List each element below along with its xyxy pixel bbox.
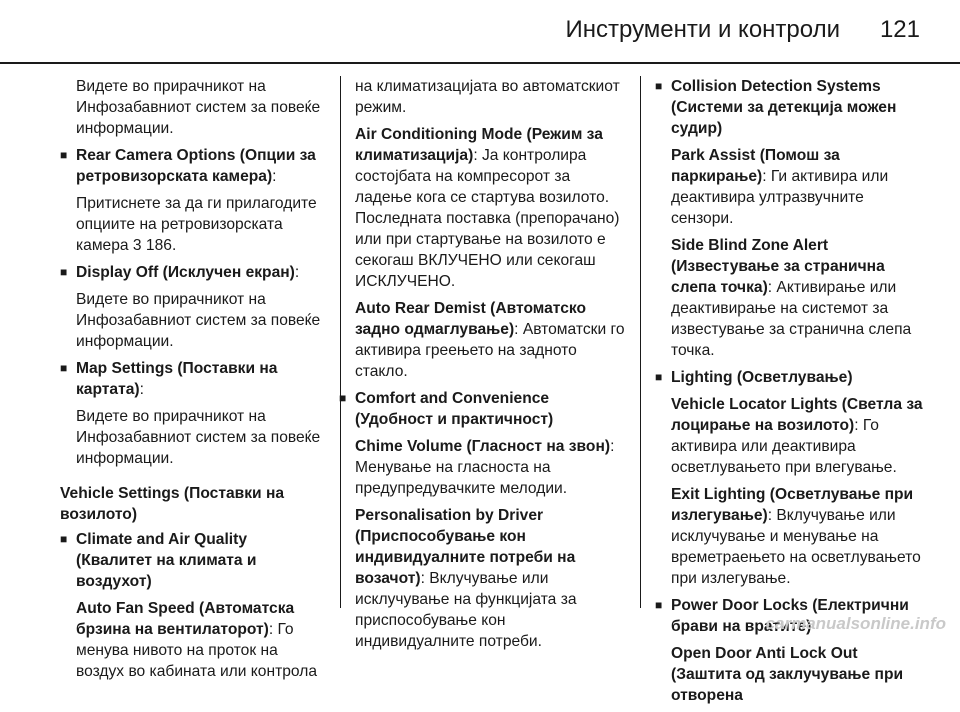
paragraph: Видете во прирачникот на Инфозабавниот систем за повеќе информации. [76, 78, 321, 137]
sub-title: Personalisation by Driver (Приспособување кон индивидуалните потреби на возачот) [355, 507, 576, 587]
bullet-title: Comfort and Convenience (Удобност и практичност) [355, 390, 554, 428]
bullet-item: ■ Rear Camera Options (Опции за ретровизорската камера): [60, 145, 322, 187]
sub-title: Auto Rear Demist (Автоматско задно одмаглување) [355, 300, 586, 338]
sub-title: Air Conditioning Mode (Режим за климатизација) [355, 126, 603, 164]
bullet-title: Power Door Locks (Електрични брави на вратите) [671, 597, 909, 635]
paragraph: Chime Volume (Гласност на звон): Менување на гласноста на предупредувачките мелодии. [355, 438, 615, 497]
bullet-item: ■ Display Off (Исклучен екран): [60, 262, 322, 283]
paragraph: Auto Rear Demist (Автоматско задно одмаглување): Автоматски го активира греењето на задното стакло. [355, 300, 625, 380]
bullet-item [655, 367, 927, 388]
bullet-title: Display Off (Исклучен екран) [76, 264, 295, 281]
sub-title: Park Assist (Помош за паркирање) [671, 147, 840, 185]
sub-title: Exit Lighting (Осветлување при излегување) [671, 486, 914, 524]
bullet-title: Rear Camera Options (Опции за ретровизорската камера) [76, 147, 316, 185]
watermark: carmanualsonline.info [765, 614, 946, 633]
bullet-item [60, 529, 322, 592]
paragraph [655, 643, 927, 706]
column-1 [60, 76, 322, 688]
sub-title: Auto Fan Speed (Автоматска брзина на вентилаторот) [76, 600, 295, 638]
bullet-title: Lighting (Осветлување) [671, 369, 853, 386]
bullet-title: Collision Detection Systems (Системи за детекција можен судир) [671, 78, 897, 137]
bullet-title: Map Settings (Поставки на картата) [76, 360, 278, 398]
sub-title: Side Blind Zone Alert (Известување за странична слепа точка) [671, 237, 885, 296]
column-2 [355, 76, 625, 658]
page-number: 121 [879, 16, 920, 43]
bullet-item: ■ Map Settings (Поставки на картата): [60, 358, 322, 400]
sub-title: Open Door Anti Lock Out (Заштита од заклучување при отворена [671, 645, 904, 704]
bullet-item [339, 388, 625, 430]
page-header [0, 0, 960, 60]
section-heading: Vehicle Settings (Поставки на возилото) [60, 485, 285, 523]
page-reference: 3 186. [132, 237, 177, 254]
paragraph: Exit Lighting (Осветлување при излегување): Вклучување или исклучување и менување на времетраењето на осветлувањето при излегување. [671, 486, 921, 587]
paragraph: Side Blind Zone Alert (Известување за странична слепа точка): Активирање или деактивирање на системот за известување за странична слепа точка. [671, 237, 912, 359]
header-rule [0, 62, 960, 64]
bullet-title: Climate and Air Quality (Квалитет на климата и воздухот) [76, 531, 257, 590]
paragraph: Видете во прирачникот на Инфозабавниот систем за повеќе информации. [76, 291, 321, 350]
paragraph: Park Assist (Помош за паркирање): Ги активира или деактивира ултразвучните сензори. [671, 147, 889, 227]
sub-title: Vehicle Locator Lights (Светла за лоцирање на возилото) [671, 396, 923, 434]
paragraph: Vehicle Locator Lights (Светла за лоцирање на возилото): Го активира или деактивира осветлувањето при влегување. [671, 396, 923, 476]
paragraph: Air Conditioning Mode (Режим за климатизација): Ја контролира состојбата на компресорот за ладење кога се стартува возилото. Последната поставка (препорачано) или при стартување на возилото е секогаш ВКЛУЧЕНО или секогаш ИСКЛУЧЕНО. [355, 126, 620, 290]
paragraph: Personalisation by Driver (Приспособување кон индивидуалните потреби на возачот): Вклучување или исклучување на функцијата за приспособување кон индивидуалните потреби. [355, 507, 577, 650]
column-divider [640, 76, 641, 608]
paragraph: Видете во прирачникот на Инфозабавниот систем за повеќе информации. [76, 408, 321, 467]
bullet-item [655, 76, 927, 139]
paragraph: Auto Fan Speed (Автоматска брзина на вентилаторот): Го менува нивото на проток на воздух во кабината или контрола [76, 600, 317, 680]
column-divider [340, 76, 341, 608]
page-title: Инструменти и контроли [565, 16, 840, 43]
sub-title: Chime Volume (Гласност на звон) [355, 438, 611, 455]
paragraph: на климатизацијата во автоматскиот режим. [355, 78, 620, 116]
paragraph: Притиснете за да ги прилагодите опциите на ретровизорската камера 3 186. [76, 195, 317, 254]
